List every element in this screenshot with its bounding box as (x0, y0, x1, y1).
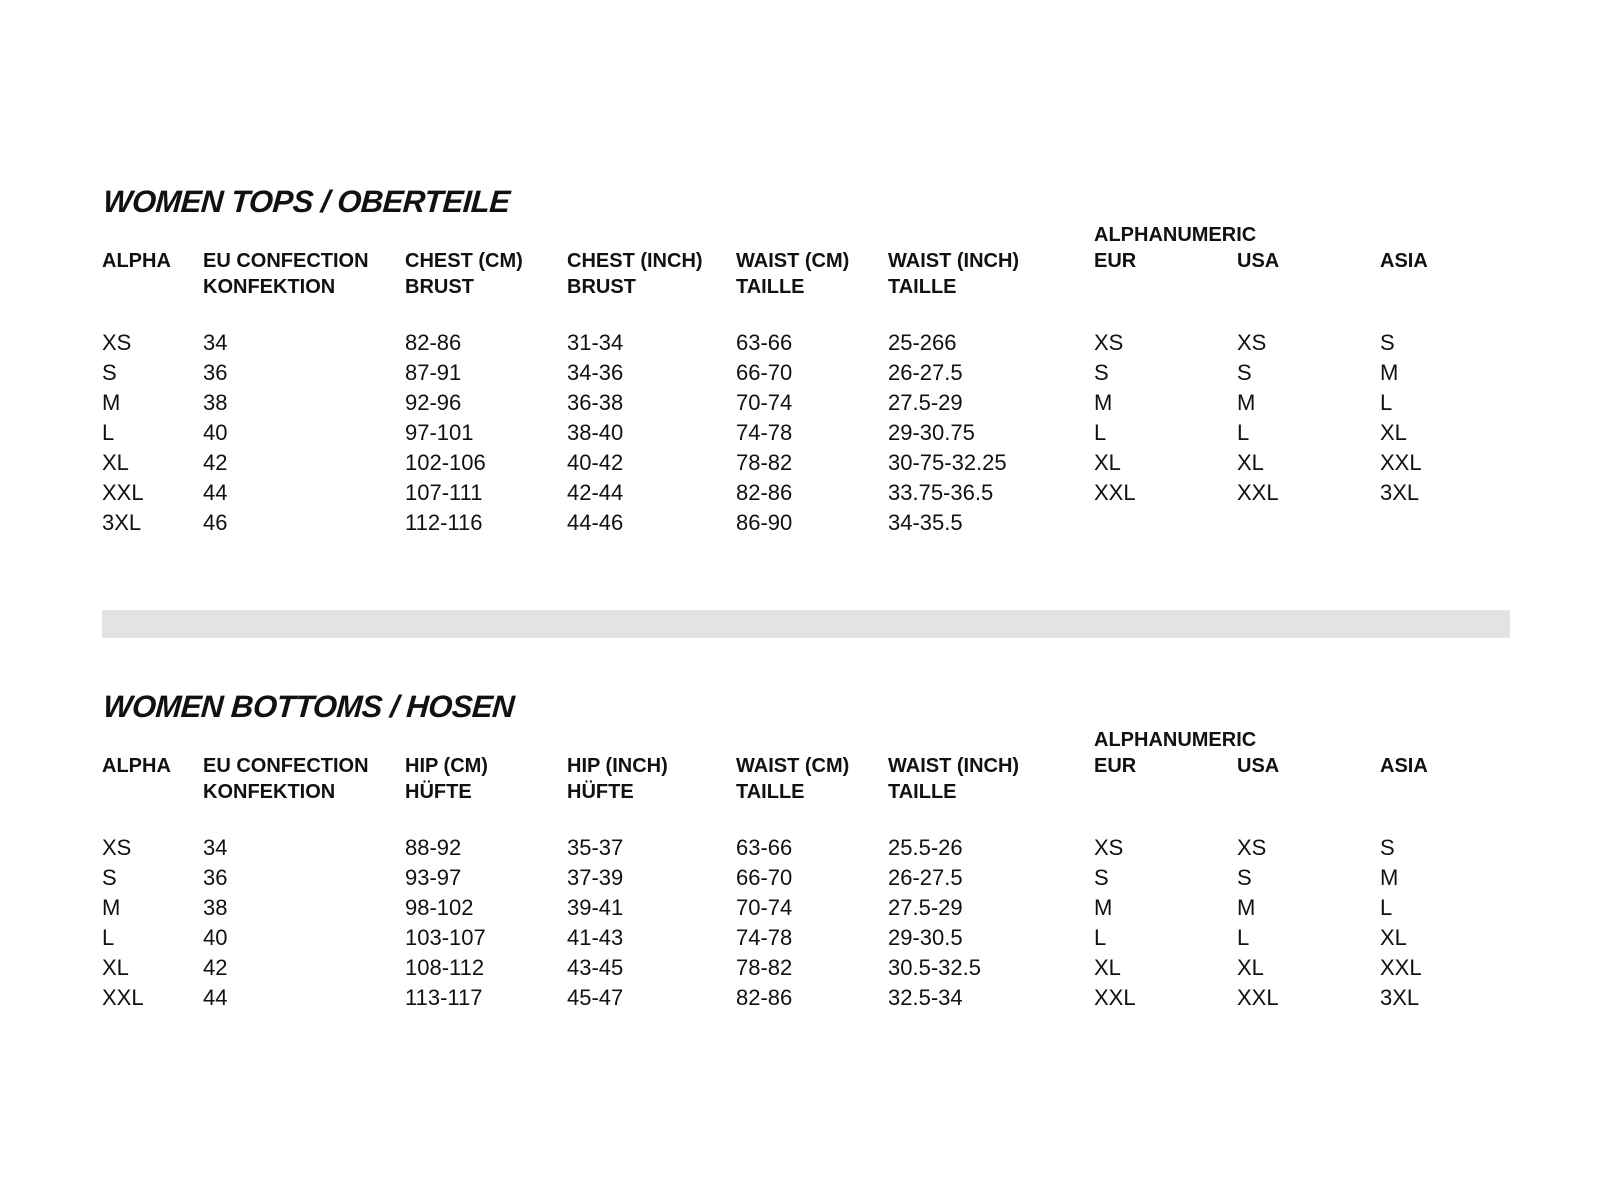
cell-waist-inch: 32.5-34 (888, 985, 963, 1010)
cell-waist-cm: 63-66 (736, 330, 793, 355)
cell-chest-cm: 97-101 (405, 420, 474, 445)
cell-waist-cm: 63-66 (736, 835, 793, 860)
cell-hip-inch: 35-37 (567, 835, 624, 860)
bottoms-header-usa: USA (1237, 755, 1280, 777)
cell-eur: S (1094, 360, 1109, 385)
cell-hip-inch: 43-45 (567, 955, 624, 980)
bottoms-alphanumeric-label: ALPHANUMERIC (1094, 729, 1257, 751)
table-row (102, 893, 1522, 923)
cell-chest-inch: 34-36 (567, 360, 624, 385)
cell-chest-cm: 82-86 (405, 330, 462, 355)
bottoms-section (102, 685, 1522, 1045)
bottoms-header-hip-inch: HIP (INCH) HÜFTE (567, 755, 668, 803)
cell-waist-cm: 78-82 (736, 450, 793, 475)
table-row (102, 833, 1522, 863)
cell-eur: XL (1094, 450, 1121, 475)
cell-hip-inch: 45-47 (567, 985, 624, 1010)
cell-eu: 36 (203, 865, 228, 890)
cell-eur: L (1094, 925, 1107, 950)
cell-hip-cm: 113-117 (405, 985, 483, 1010)
tops-alphanumeric-label: ALPHANUMERIC (1094, 224, 1257, 246)
cell-hip-cm: 103-107 (405, 925, 486, 950)
cell-eur: S (1094, 865, 1109, 890)
cell-alpha: M (102, 895, 121, 920)
cell-waist-inch: 30-75-32.25 (888, 450, 1007, 475)
cell-waist-cm: 70-74 (736, 895, 793, 920)
tops-section (102, 180, 1522, 560)
cell-waist-inch: 26-27.5 (888, 865, 963, 890)
bottoms-title: WOMEN BOTTOMS / HOSEN (102, 689, 516, 724)
cell-usa: L (1237, 925, 1250, 950)
cell-hip-inch: 37-39 (567, 865, 624, 890)
tops-header-waist-inch: WAIST (INCH) TAILLE (888, 250, 1020, 298)
tops-title: WOMEN TOPS / OBERTEILE (102, 184, 511, 219)
tops-header-asia: ASIA (1380, 250, 1428, 272)
tops-header-chest-inch: CHEST (INCH) BRUST (567, 250, 703, 298)
cell-waist-cm: 78-82 (736, 955, 793, 980)
cell-waist-cm: 66-70 (736, 865, 793, 890)
cell-asia: XXL (1380, 955, 1422, 980)
cell-usa: M (1237, 895, 1256, 920)
cell-eu: 38 (203, 390, 228, 415)
cell-asia: S (1380, 835, 1395, 860)
cell-waist-inch: 25-266 (888, 330, 957, 355)
table-row (102, 923, 1522, 953)
section-divider (102, 610, 1510, 638)
cell-eu: 44 (203, 480, 228, 505)
cell-hip-cm: 88-92 (405, 835, 462, 860)
cell-chest-inch: 31-34 (567, 330, 624, 355)
cell-waist-cm: 66-70 (736, 360, 793, 385)
cell-eu: 34 (203, 330, 228, 355)
cell-alpha: L (102, 420, 115, 445)
cell-chest-cm: 102-106 (405, 450, 486, 475)
bottoms-header-eu: EU CONFECTION KONFEKTION (203, 755, 369, 803)
cell-waist-inch: 27.5-29 (888, 390, 963, 415)
cell-chest-cm: 107-111 (405, 480, 483, 505)
cell-usa: M (1237, 390, 1256, 415)
cell-usa: L (1237, 420, 1250, 445)
cell-waist-inch: 34-35.5 (888, 510, 963, 535)
cell-eu: 34 (203, 835, 228, 860)
cell-waist-inch: 29-30.5 (888, 925, 963, 950)
cell-waist-cm: 82-86 (736, 480, 793, 505)
cell-hip-cm: 98-102 (405, 895, 474, 920)
cell-eu: 38 (203, 895, 228, 920)
cell-usa: XXL (1237, 985, 1279, 1010)
cell-alpha: XS (102, 835, 132, 860)
cell-waist-inch: 26-27.5 (888, 360, 963, 385)
cell-eu: 46 (203, 510, 228, 535)
cell-eur: XXL (1094, 480, 1136, 505)
cell-asia: 3XL (1380, 480, 1420, 505)
cell-hip-cm: 93-97 (405, 865, 462, 890)
bottoms-header-asia: ASIA (1380, 755, 1428, 777)
tops-header-alpha: ALPHA (102, 250, 171, 272)
cell-chest-inch: 38-40 (567, 420, 624, 445)
cell-chest-cm: 112-116 (405, 510, 483, 535)
cell-chest-inch: 44-46 (567, 510, 624, 535)
bottoms-header-hip-cm: HIP (CM) HÜFTE (405, 755, 488, 803)
tops-header-eu: EU CONFECTION KONFEKTION (203, 250, 369, 298)
cell-eur: XS (1094, 330, 1124, 355)
cell-hip-inch: 41-43 (567, 925, 624, 950)
cell-chest-inch: 40-42 (567, 450, 624, 475)
cell-eur: M (1094, 895, 1113, 920)
cell-asia: XL (1380, 925, 1407, 950)
cell-waist-cm: 70-74 (736, 390, 793, 415)
table-row (102, 863, 1522, 893)
bottoms-header-alpha: ALPHA (102, 755, 171, 777)
cell-waist-cm: 86-90 (736, 510, 793, 535)
table-row (102, 983, 1522, 1013)
cell-eu: 42 (203, 450, 228, 475)
cell-eur: M (1094, 390, 1113, 415)
cell-alpha: L (102, 925, 115, 950)
table-row (102, 508, 1522, 538)
cell-eur: XL (1094, 955, 1121, 980)
cell-waist-cm: 74-78 (736, 925, 793, 950)
cell-waist-inch: 30.5-32.5 (888, 955, 981, 980)
cell-alpha: XL (102, 450, 129, 475)
cell-asia: XL (1380, 420, 1407, 445)
cell-usa: XL (1237, 450, 1264, 475)
tops-header-eur: EUR (1094, 250, 1137, 272)
cell-usa: XS (1237, 330, 1267, 355)
cell-waist-cm: 74-78 (736, 420, 793, 445)
cell-alpha: S (102, 865, 117, 890)
cell-alpha: M (102, 390, 121, 415)
cell-alpha: XS (102, 330, 132, 355)
cell-asia: S (1380, 330, 1395, 355)
table-row (102, 388, 1522, 418)
cell-eur: XS (1094, 835, 1124, 860)
table-row (102, 328, 1522, 358)
cell-asia: 3XL (1380, 985, 1420, 1010)
table-row (102, 358, 1522, 388)
cell-usa: XXL (1237, 480, 1279, 505)
cell-asia: M (1380, 865, 1399, 890)
cell-alpha: S (102, 360, 117, 385)
tops-header-usa: USA (1237, 250, 1280, 272)
cell-eu: 40 (203, 925, 228, 950)
cell-eu: 42 (203, 955, 228, 980)
cell-eur: XXL (1094, 985, 1136, 1010)
cell-asia: L (1380, 895, 1393, 920)
cell-asia: L (1380, 390, 1393, 415)
cell-asia: XXL (1380, 450, 1422, 475)
bottoms-header-waist-cm: WAIST (CM) TAILLE (736, 755, 850, 803)
cell-asia: M (1380, 360, 1399, 385)
cell-hip-inch: 39-41 (567, 895, 624, 920)
cell-chest-inch: 36-38 (567, 390, 624, 415)
cell-chest-cm: 92-96 (405, 390, 462, 415)
cell-usa: XL (1237, 955, 1264, 980)
table-row (102, 953, 1522, 983)
cell-usa: XS (1237, 835, 1267, 860)
cell-usa: S (1237, 865, 1252, 890)
tops-header-chest-cm: CHEST (CM) BRUST (405, 250, 523, 298)
cell-eur: L (1094, 420, 1107, 445)
cell-waist-cm: 82-86 (736, 985, 793, 1010)
cell-alpha: XXL (102, 480, 144, 505)
tops-header-waist-cm: WAIST (CM) TAILLE (736, 250, 850, 298)
cell-waist-inch: 33.75-36.5 (888, 480, 994, 505)
cell-waist-inch: 25.5-26 (888, 835, 963, 860)
cell-eu: 40 (203, 420, 228, 445)
cell-eu: 36 (203, 360, 228, 385)
table-row (102, 448, 1522, 478)
cell-eu: 44 (203, 985, 228, 1010)
cell-waist-inch: 27.5-29 (888, 895, 963, 920)
cell-alpha: XL (102, 955, 129, 980)
cell-alpha: 3XL (102, 510, 142, 535)
cell-usa: S (1237, 360, 1252, 385)
bottoms-header-eur: EUR (1094, 755, 1137, 777)
table-row (102, 418, 1522, 448)
cell-waist-inch: 29-30.75 (888, 420, 975, 445)
cell-chest-inch: 42-44 (567, 480, 624, 505)
cell-hip-cm: 108-112 (405, 955, 485, 980)
bottoms-header-waist-inch: WAIST (INCH) TAILLE (888, 755, 1020, 803)
cell-chest-cm: 87-91 (405, 360, 462, 385)
cell-alpha: XXL (102, 985, 144, 1010)
table-row (102, 478, 1522, 508)
